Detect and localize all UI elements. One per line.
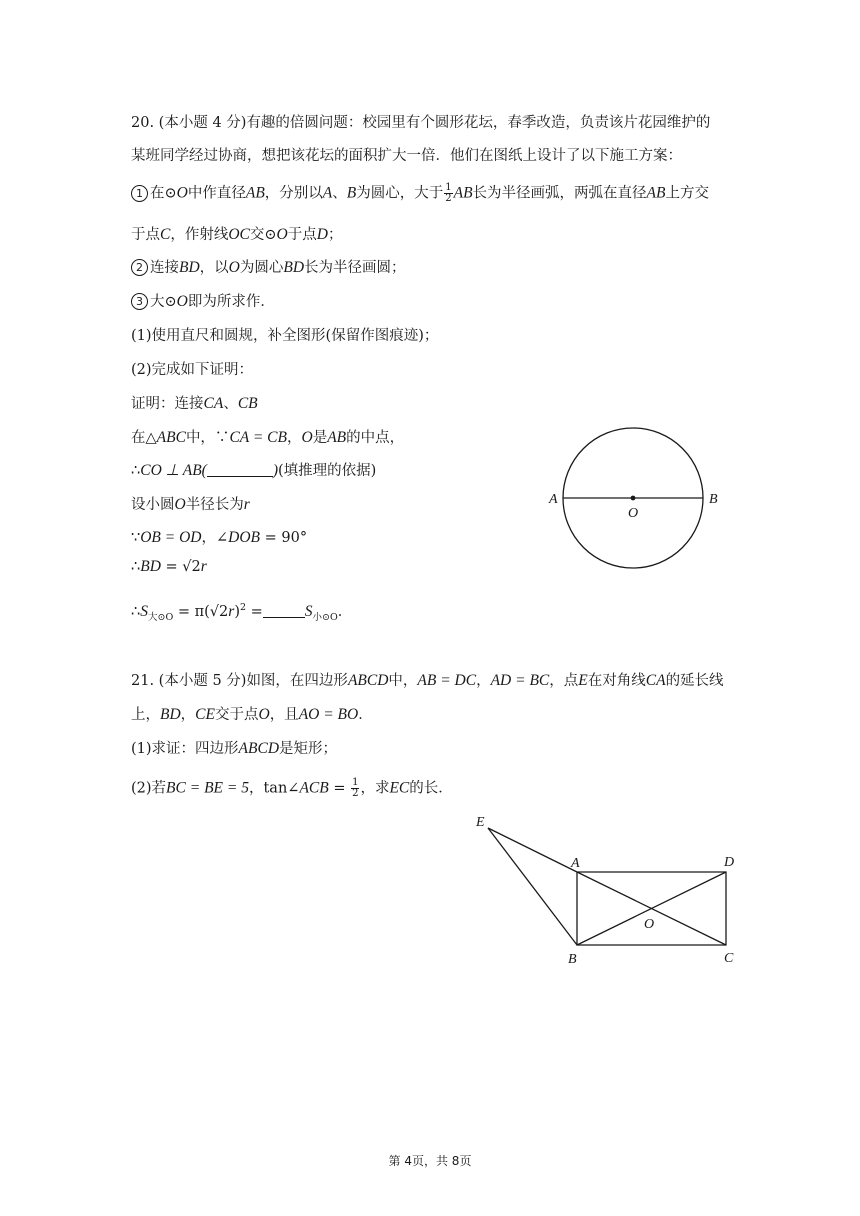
- q21-part-2: (2)若BC = BE = 5，tan∠ACB = $\frac{1}{2}$ ，求EC的长．: [131, 777, 453, 799]
- label-o: O: [628, 506, 639, 521]
- q20-step-1: 1 在⊙O中作直径AB，分别以A、B为圆心，大于 $\frac{1}{2}$ AB长为半径画弧，两弧在直径AB上方交: [131, 183, 709, 204]
- question-score: (本小题 5 分): [158, 673, 247, 689]
- q20-step-1-cont: 于点C，作射线OC交⊙O于点D；: [131, 226, 343, 243]
- rectangle-figure: [470, 808, 750, 968]
- label-e: E: [476, 815, 485, 830]
- answer-blank[interactable]: [207, 462, 273, 477]
- label-o: O: [644, 917, 655, 932]
- proof-line-7: $\therefore S_{大⊙O} = \pi(√2r)^2 = S_{小⊙O}$．: [131, 602, 353, 623]
- proof-line-3: ∴CO ⊥ AB( )(填推理的依据): [131, 462, 377, 479]
- segment-ea: [488, 828, 577, 872]
- q20-part-1: (1)使用直尺和圆规，补全图形(保留作图痕迹)；: [131, 328, 439, 344]
- q20-line-2: 某班同学经过协商，想把该花坛的面积扩大一倍．他们在图纸上设计了以下施工方案：: [131, 148, 682, 164]
- step-number-badge: 1: [131, 185, 148, 202]
- question-number: 21.: [131, 673, 155, 689]
- proof-line-6: ∴BD = √2r: [131, 558, 207, 575]
- question-score: (本小题 4 分): [158, 115, 247, 131]
- label-b: B: [568, 952, 577, 967]
- segment-eb: [488, 828, 577, 945]
- step-number-badge: 2: [131, 259, 148, 276]
- label-c: C: [724, 951, 734, 966]
- step-number-badge: 3: [131, 293, 148, 310]
- proof-line-5: ∵OB = OD，∠DOB = 90°: [131, 529, 308, 546]
- q21-part-1: (1)求证：四边形ABCD是矩形；: [131, 740, 338, 757]
- label-d: D: [724, 855, 735, 870]
- question-number: 20.: [131, 115, 155, 131]
- proof-line-2: 在△ABC中，∵CA = CB，O是AB的中点，: [131, 429, 405, 446]
- label-a: A: [549, 492, 558, 507]
- circle-figure: [545, 423, 725, 583]
- q20-part-2: (2)完成如下证明：: [131, 362, 254, 378]
- q21-line-1: 21. (本小题 5 分)如图，在四边形ABCD中，AB = DC，AD = BC，点E在对角线CA的延长线: [131, 672, 724, 689]
- fraction: $\frac{1}{2}$: [352, 777, 359, 799]
- fraction: $\frac{1}{2}$: [445, 182, 452, 204]
- proof-line-1: 证明：连接CA、CB: [131, 395, 258, 412]
- q21-line-2: 上，BD，CE交于点O，且AO = BO．: [131, 706, 373, 723]
- q20-step-3: 3 大⊙O即为所求作．: [131, 292, 275, 312]
- q20-step-2: 2 连接BD，以O为圆心BD长为半径画圆；: [131, 258, 406, 278]
- label-b: B: [709, 492, 718, 507]
- answer-blank[interactable]: [263, 603, 305, 618]
- q20-line-1: 20. (本小题 4 分)有趣的倍圆问题：校园里有个圆形花坛，春季改造，负责该片花园维护的: [131, 115, 711, 131]
- label-a: A: [571, 856, 580, 871]
- center-point: [631, 496, 636, 501]
- page-footer: 第 4页，共 8页: [388, 1154, 472, 1168]
- proof-line-4: 设小圆O半径长为r: [131, 496, 250, 513]
